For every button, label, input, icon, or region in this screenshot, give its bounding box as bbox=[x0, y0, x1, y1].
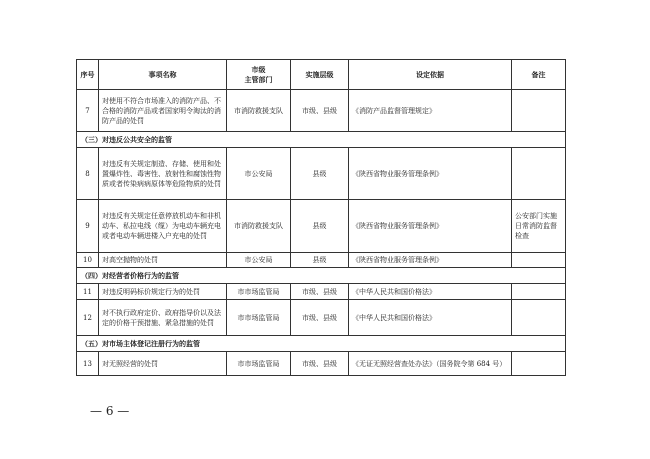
section-row bbox=[77, 268, 566, 284]
table-row bbox=[77, 300, 566, 336]
header-no: 序号 bbox=[77, 60, 99, 90]
row-basis: 《陕西省物业服务管理条例》 bbox=[349, 253, 512, 268]
table-row bbox=[77, 352, 566, 376]
header-level: 实施层级 bbox=[291, 60, 349, 90]
section-title: （三）对违反公共安全的监管 bbox=[77, 132, 566, 148]
row-basis: 《陕西省物业服务管理条例》 bbox=[349, 148, 512, 200]
section-row bbox=[77, 132, 566, 148]
row-level: 市级、县级 bbox=[291, 90, 349, 132]
header-remark: 备注 bbox=[512, 60, 566, 90]
table-row bbox=[77, 284, 566, 300]
row-name: 对违反有关规定制造、存储、使用和处置爆炸性、毒害性、放射性和腐蚀性物质或者传染病病原体等危险物质的处罚 bbox=[99, 148, 227, 200]
row-name: 对不执行政府定价、政府指导价以及法定的价格干预措施、紧急措施的处罚 bbox=[99, 300, 227, 336]
row-basis: 《中华人民共和国价格法》 bbox=[349, 284, 512, 300]
table-header-row bbox=[77, 60, 566, 90]
row-no: 9 bbox=[77, 200, 99, 253]
row-name: 对使用不符合市场准入的消防产品、不合格的消防产品或者国家明令淘汰的消防产品的处罚 bbox=[99, 90, 227, 132]
row-basis: 《陕西省物业服务管理条例》 bbox=[349, 200, 512, 253]
row-remark bbox=[512, 284, 566, 300]
row-dept: 市消防救援支队 bbox=[227, 200, 291, 253]
row-no: 12 bbox=[77, 300, 99, 336]
row-dept: 市市场监管局 bbox=[227, 352, 291, 376]
row-remark bbox=[512, 352, 566, 376]
row-name: 对违反有关规定任意停放机动车和非机动车、私拉电线（缆）为电动车辆充电或者电动车辆进楼入户充电的处罚 bbox=[99, 200, 227, 253]
row-remark bbox=[512, 300, 566, 336]
row-name: 对无照经营的处罚 bbox=[99, 352, 227, 376]
section-row bbox=[77, 336, 566, 352]
table-row bbox=[77, 253, 566, 268]
header-basis: 设定依据 bbox=[349, 60, 512, 90]
row-name: 对违反明码标价规定行为的处罚 bbox=[99, 284, 227, 300]
row-dept: 市公安局 bbox=[227, 148, 291, 200]
row-no: 10 bbox=[77, 253, 99, 268]
row-name: 对高空抛物的处罚 bbox=[99, 253, 227, 268]
row-level: 县级 bbox=[291, 200, 349, 253]
row-level: 县级 bbox=[291, 148, 349, 200]
section-title: （五）对市场主体登记注册行为的监管 bbox=[77, 336, 566, 352]
row-basis: 《中华人民共和国价格法》 bbox=[349, 300, 512, 336]
row-level: 市级、县级 bbox=[291, 352, 349, 376]
header-dept: 市级 主管部门 bbox=[227, 60, 291, 90]
row-dept: 市市场监管局 bbox=[227, 284, 291, 300]
row-remark bbox=[512, 253, 566, 268]
table-row bbox=[77, 90, 566, 132]
row-remark bbox=[512, 90, 566, 132]
table-row bbox=[77, 148, 566, 200]
row-level: 市级、县级 bbox=[291, 284, 349, 300]
row-basis: 《消防产品监督管理规定》 bbox=[349, 90, 512, 132]
row-level: 县级 bbox=[291, 253, 349, 268]
row-no: 8 bbox=[77, 148, 99, 200]
row-remark: 公安部门实施日常消防监督检查 bbox=[512, 200, 566, 253]
header-name: 事项名称 bbox=[99, 60, 227, 90]
page-number: — 6 — bbox=[90, 404, 130, 418]
row-remark bbox=[512, 148, 566, 200]
row-no: 13 bbox=[77, 352, 99, 376]
row-no: 7 bbox=[77, 90, 99, 132]
row-dept: 市市场监管局 bbox=[227, 300, 291, 336]
row-basis: 《无证无照经营查处办法》（国务院令第 684 号） bbox=[349, 352, 512, 376]
section-title: （四）对经营者价格行为的监管 bbox=[77, 268, 566, 284]
table-row bbox=[77, 200, 566, 253]
row-level: 市级、县级 bbox=[291, 300, 349, 336]
row-dept: 市公安局 bbox=[227, 253, 291, 268]
regulation-table bbox=[76, 59, 566, 376]
row-no: 11 bbox=[77, 284, 99, 300]
row-dept: 市消防救援支队 bbox=[227, 90, 291, 132]
